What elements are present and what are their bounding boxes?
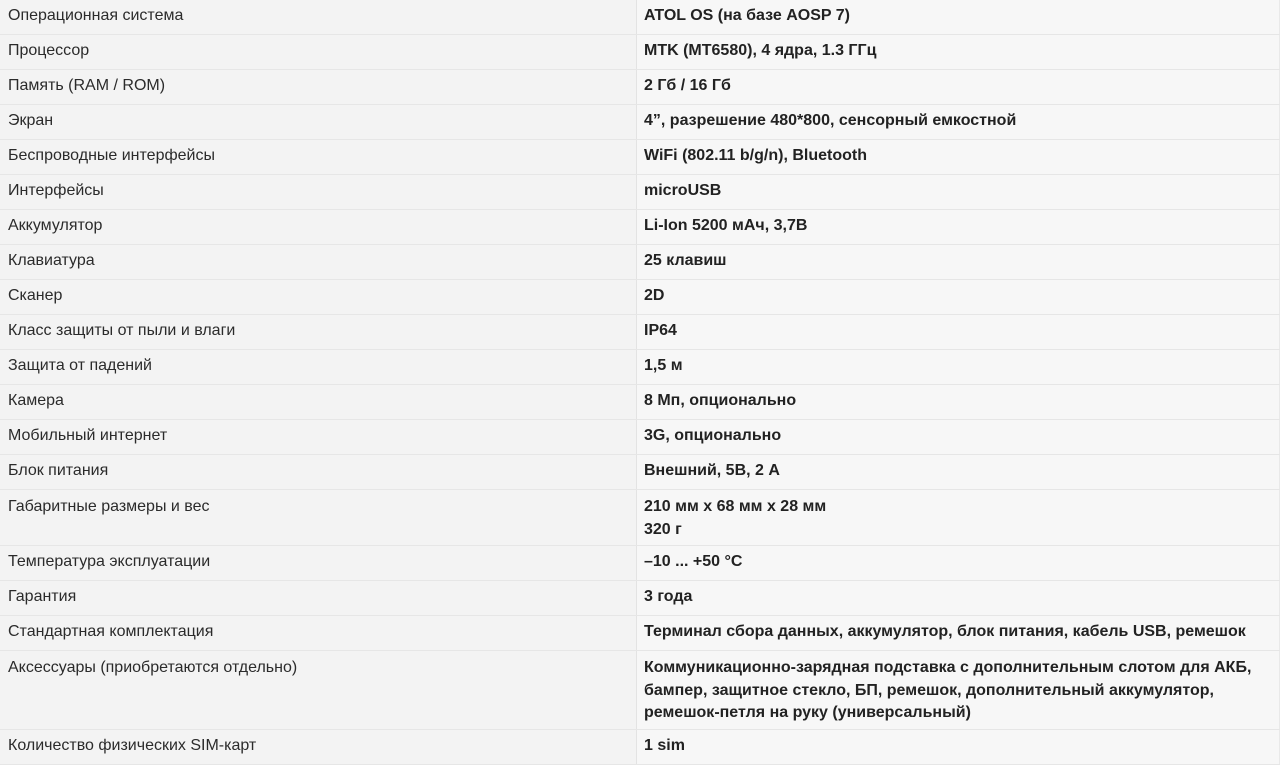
spec-name-cell <box>0 175 637 210</box>
spec-value-line: Коммуникационно-зарядная подставка с дополнительным слотом для АКБ, <box>644 659 1252 676</box>
spec-value-line: –10 ... +50 °С <box>644 553 743 570</box>
spec-row <box>0 350 1280 385</box>
spec-value-line: Li-Ion 5200 мАч, 3,7В <box>644 217 808 234</box>
spec-value-line: MTK (MT6580), 4 ядра, 1.3 ГГц <box>644 42 877 59</box>
spec-value-line: 1 sim <box>644 737 685 754</box>
spec-row <box>0 546 1280 581</box>
spec-value <box>644 730 1271 757</box>
spec-name: Защита от падений <box>8 357 152 374</box>
spec-value-cell <box>637 245 1280 280</box>
spec-value <box>644 581 1271 608</box>
spec-name-cell <box>0 546 637 581</box>
spec-name: Температура эксплуатации <box>8 553 211 570</box>
spec-name: Аккумулятор <box>8 217 103 234</box>
spec-name-cell <box>0 581 637 616</box>
spec-value <box>644 350 1271 377</box>
spec-value <box>644 210 1271 237</box>
spec-row <box>0 210 1280 245</box>
spec-value-line: 210 мм х 68 мм х 28 мм <box>644 498 827 515</box>
spec-name: Блок питания <box>8 462 109 479</box>
spec-name-cell <box>0 35 637 70</box>
spec-name-cell <box>0 210 637 245</box>
spec-value-line: Внешний, 5В, 2 А <box>644 462 780 479</box>
spec-name-cell <box>0 651 637 730</box>
spec-value <box>644 651 1271 725</box>
spec-value-cell <box>637 581 1280 616</box>
spec-name: Интерфейсы <box>8 182 104 199</box>
spec-name-cell <box>0 315 637 350</box>
spec-name-cell <box>0 280 637 315</box>
spec-name: Операционная система <box>8 7 184 24</box>
spec-value <box>644 0 1271 27</box>
spec-value <box>644 385 1271 412</box>
spec-row <box>0 490 1280 546</box>
spec-value <box>644 175 1271 202</box>
spec-row <box>0 140 1280 175</box>
spec-name: Клавиатура <box>8 252 95 269</box>
spec-value-line: IP64 <box>644 322 677 339</box>
spec-name-cell <box>0 490 637 546</box>
spec-value-cell <box>637 35 1280 70</box>
spec-value-line: 320 г <box>644 520 682 538</box>
spec-row <box>0 651 1280 730</box>
spec-value-line: 3 года <box>644 588 693 605</box>
spec-name: Беспроводные интерфейсы <box>8 147 215 164</box>
spec-row <box>0 581 1280 616</box>
spec-value <box>644 616 1271 643</box>
spec-value-cell <box>637 70 1280 105</box>
spec-name-cell <box>0 385 637 420</box>
spec-value-line: бампер, защитное стекло, БП, ремешок, дополнительный аккумулятор, <box>644 681 1214 699</box>
spec-name-cell <box>0 455 637 490</box>
spec-name-cell <box>0 0 637 35</box>
spec-name: Количество физических SIM-карт <box>8 737 257 754</box>
spec-value <box>644 315 1271 342</box>
spec-name: Гарантия <box>8 588 77 605</box>
spec-value-cell <box>637 490 1280 546</box>
spec-value <box>644 245 1271 272</box>
spec-value-line: 4”, разрешение 480*800, сенсорный емкостной <box>644 112 1017 129</box>
spec-row <box>0 0 1280 35</box>
spec-name: Мобильный интернет <box>8 427 168 444</box>
spec-value-line: microUSB <box>644 182 722 199</box>
spec-value <box>644 70 1271 97</box>
spec-value-cell <box>637 651 1280 730</box>
spec-value <box>644 105 1271 132</box>
spec-row <box>0 616 1280 651</box>
spec-value <box>644 455 1271 482</box>
spec-value <box>644 490 1271 541</box>
spec-row <box>0 175 1280 210</box>
spec-name: Класс защиты от пыли и влаги <box>8 322 236 339</box>
spec-value-cell <box>637 105 1280 140</box>
spec-row <box>0 245 1280 280</box>
spec-row <box>0 280 1280 315</box>
spec-name: Процессор <box>8 42 90 59</box>
spec-name: Габаритные размеры и вес <box>8 498 210 515</box>
spec-row <box>0 315 1280 350</box>
spec-value-line: 2 Гб / 16 Гб <box>644 77 731 94</box>
spec-value-line: 2D <box>644 287 665 304</box>
spec-name-cell <box>0 420 637 455</box>
spec-value-cell <box>637 315 1280 350</box>
spec-value-line: ремешок-петля на руку (универсальный) <box>644 704 971 722</box>
spec-value-cell <box>637 140 1280 175</box>
spec-value-cell <box>637 730 1280 765</box>
spec-name: Сканер <box>8 287 63 304</box>
spec-name: Камера <box>8 392 64 409</box>
spec-value-cell <box>637 350 1280 385</box>
spec-value-line: 25 клавиш <box>644 252 727 269</box>
spec-value <box>644 420 1271 447</box>
spec-name-cell <box>0 730 637 765</box>
spec-name: Память (RAM / ROM) <box>8 77 166 94</box>
spec-value-cell <box>637 546 1280 581</box>
spec-value-line: ATOL OS (на базе AOSP 7) <box>644 7 850 24</box>
spec-value-line: WiFi (802.11 b/g/n), Bluetooth <box>644 147 867 164</box>
spec-value-cell <box>637 175 1280 210</box>
spec-value-cell <box>637 455 1280 490</box>
spec-name-cell <box>0 245 637 280</box>
spec-name: Аксессуары (приобретаются отдельно) <box>8 659 298 676</box>
spec-row <box>0 105 1280 140</box>
spec-value <box>644 35 1271 62</box>
spec-row <box>0 385 1280 420</box>
spec-value-cell <box>637 210 1280 245</box>
spec-value <box>644 280 1271 307</box>
spec-row <box>0 730 1280 765</box>
spec-name-cell <box>0 105 637 140</box>
spec-value-cell <box>637 616 1280 651</box>
spec-row <box>0 420 1280 455</box>
spec-row <box>0 70 1280 105</box>
spec-row <box>0 35 1280 70</box>
spec-value <box>644 546 1271 573</box>
spec-row <box>0 455 1280 490</box>
spec-value-cell <box>637 385 1280 420</box>
spec-value-cell <box>637 420 1280 455</box>
spec-name: Стандартная комплектация <box>8 623 214 640</box>
spec-value-cell <box>637 0 1280 35</box>
spec-name: Экран <box>8 112 54 129</box>
spec-name-cell <box>0 140 637 175</box>
spec-name-cell <box>0 70 637 105</box>
spec-value-line: 3G, опционально <box>644 427 782 444</box>
spec-name-cell <box>0 616 637 651</box>
spec-value-line: 1,5 м <box>644 357 683 374</box>
spec-value <box>644 140 1271 167</box>
spec-name-cell <box>0 350 637 385</box>
spec-value-line: Терминал сбора данных, аккумулятор, блок питания, кабель USB, ремешок <box>644 623 1246 640</box>
spec-value-line: 8 Мп, опционально <box>644 392 797 409</box>
spec-value-cell <box>637 280 1280 315</box>
